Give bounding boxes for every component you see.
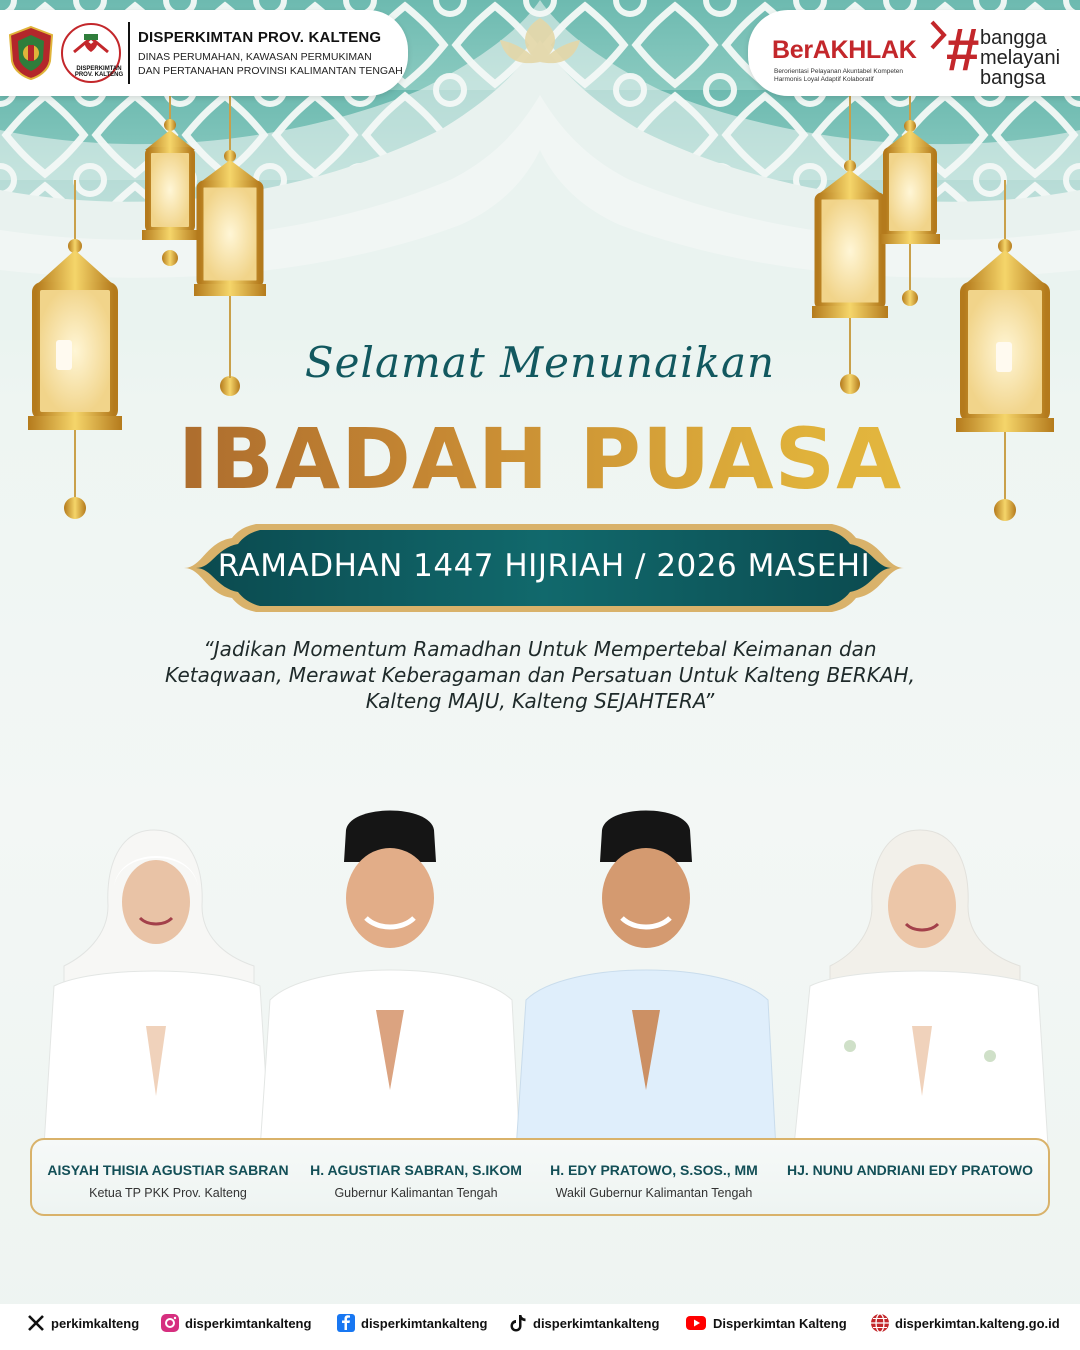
- org-subtitle-line-1: DINAS PERUMAHAN, KAWASAN PERMUKIMAN: [138, 50, 372, 63]
- person-role: Gubernur Kalimantan Tengah: [334, 1186, 498, 1200]
- officials-photo-group: [0, 790, 1080, 1150]
- person-name: H. EDY PRATOWO, S.SOS., MM: [550, 1162, 758, 1178]
- website-url: disperkimtan.kalteng.go.id: [895, 1315, 1060, 1331]
- ramadhan-banner: [182, 522, 906, 614]
- org-text-block: [138, 29, 403, 78]
- greeting-title: IBADAH PUASA: [0, 410, 1080, 508]
- berakhlak-chevron-icon: [928, 20, 948, 50]
- person-edy-photo: [510, 800, 790, 1150]
- person-card-agustiar: [286, 1162, 546, 1200]
- slogan-word-2: melayani: [980, 47, 1061, 69]
- quote-line-3: Kalteng MAJU, Kalteng SEJAHTERA”: [365, 689, 715, 713]
- x-handle: perkimkalteng: [51, 1315, 140, 1331]
- social-website[interactable]: [870, 1311, 1060, 1335]
- person-name: AISYAH THISIA AGUSTIAR SABRAN: [47, 1162, 289, 1178]
- instagram-icon: [160, 1313, 180, 1333]
- person-card-aisyah: [38, 1162, 298, 1200]
- person-card-edy: [524, 1162, 784, 1200]
- ramadhan-banner-text: RAMADHAN 1447 HIJRIAH / 2026 MASEHI: [217, 548, 871, 584]
- x-logo-icon: [26, 1313, 46, 1333]
- quote-line-2: Ketaqwaan, Merawat Keberagaman dan Persatuan Untuk Kalteng BERKAH,: [165, 663, 915, 687]
- greeting-script-line: Selamat Menunaikan: [304, 338, 776, 387]
- slogan-word-3: bangsa: [980, 67, 1046, 89]
- tiktok-handle: disperkimtankalteng: [533, 1315, 660, 1331]
- person-role: Ketua TP PKK Prov. Kalteng: [89, 1186, 247, 1200]
- social-instagram[interactable]: [160, 1311, 311, 1335]
- person-nunu-photo: [780, 826, 1060, 1146]
- social-youtube[interactable]: [684, 1311, 847, 1335]
- person-agustiar-photo: [250, 800, 530, 1150]
- org-header: [0, 10, 408, 96]
- globe-icon: [870, 1313, 890, 1333]
- social-facebook[interactable]: [336, 1311, 487, 1335]
- facebook-icon: [336, 1313, 356, 1333]
- logo-perkim-caption: [68, 66, 130, 78]
- youtube-icon: [684, 1313, 708, 1333]
- tiktok-icon: [508, 1313, 528, 1333]
- instagram-handle: disperkimtankalteng: [185, 1315, 312, 1331]
- berakhlak-logo-text: BerAKHLAK: [772, 36, 917, 64]
- berakhlak-badge: [748, 10, 1080, 96]
- logo-perkim-text-2: PROV. KALTENG: [74, 72, 124, 78]
- berakhlak-tagline-1: Berorientasi Pelayanan Akuntabel Kompeten: [774, 68, 904, 75]
- youtube-channel: Disperkimtan Kalteng: [713, 1315, 847, 1331]
- greeting-quote: [100, 636, 980, 714]
- org-subtitle-line-2: DAN PERTANAHAN PROVINSI KALIMANTAN TENGAH: [138, 64, 403, 77]
- facebook-handle: disperkimtankalteng: [361, 1315, 488, 1331]
- social-x[interactable]: [26, 1311, 139, 1335]
- person-card-nunu: [780, 1162, 1040, 1186]
- logo-perkim-text-1: DISPERKIMTAN: [76, 66, 122, 72]
- person-role: Wakil Gubernur Kalimantan Tengah: [555, 1186, 753, 1200]
- berakhlak-tagline: [774, 68, 944, 84]
- person-name: HJ. NUNU ANDRIANI EDY PRATOWO: [786, 1162, 1034, 1178]
- berakhlak-tagline-2: Harmonis Loyal Adaptif Kolaboratif: [774, 76, 874, 83]
- org-name: DISPERKIMTAN PROV. KALTENG: [138, 28, 382, 46]
- quote-line-1: “Jadikan Momentum Ramadhan Untuk Mempertebal Keimanan dan: [203, 637, 877, 661]
- slogan-bangga-melayani-bangsa: [980, 28, 1060, 88]
- person-name: H. AGUSTIAR SABRAN, S.IKOM: [310, 1162, 522, 1178]
- social-tiktok[interactable]: [508, 1311, 659, 1335]
- kalteng-emblem-icon: [8, 25, 54, 81]
- slogan-word-1: bangga: [980, 27, 1047, 49]
- person-aisyah-photo: [24, 826, 284, 1146]
- hashtag-symbol: #: [946, 16, 980, 83]
